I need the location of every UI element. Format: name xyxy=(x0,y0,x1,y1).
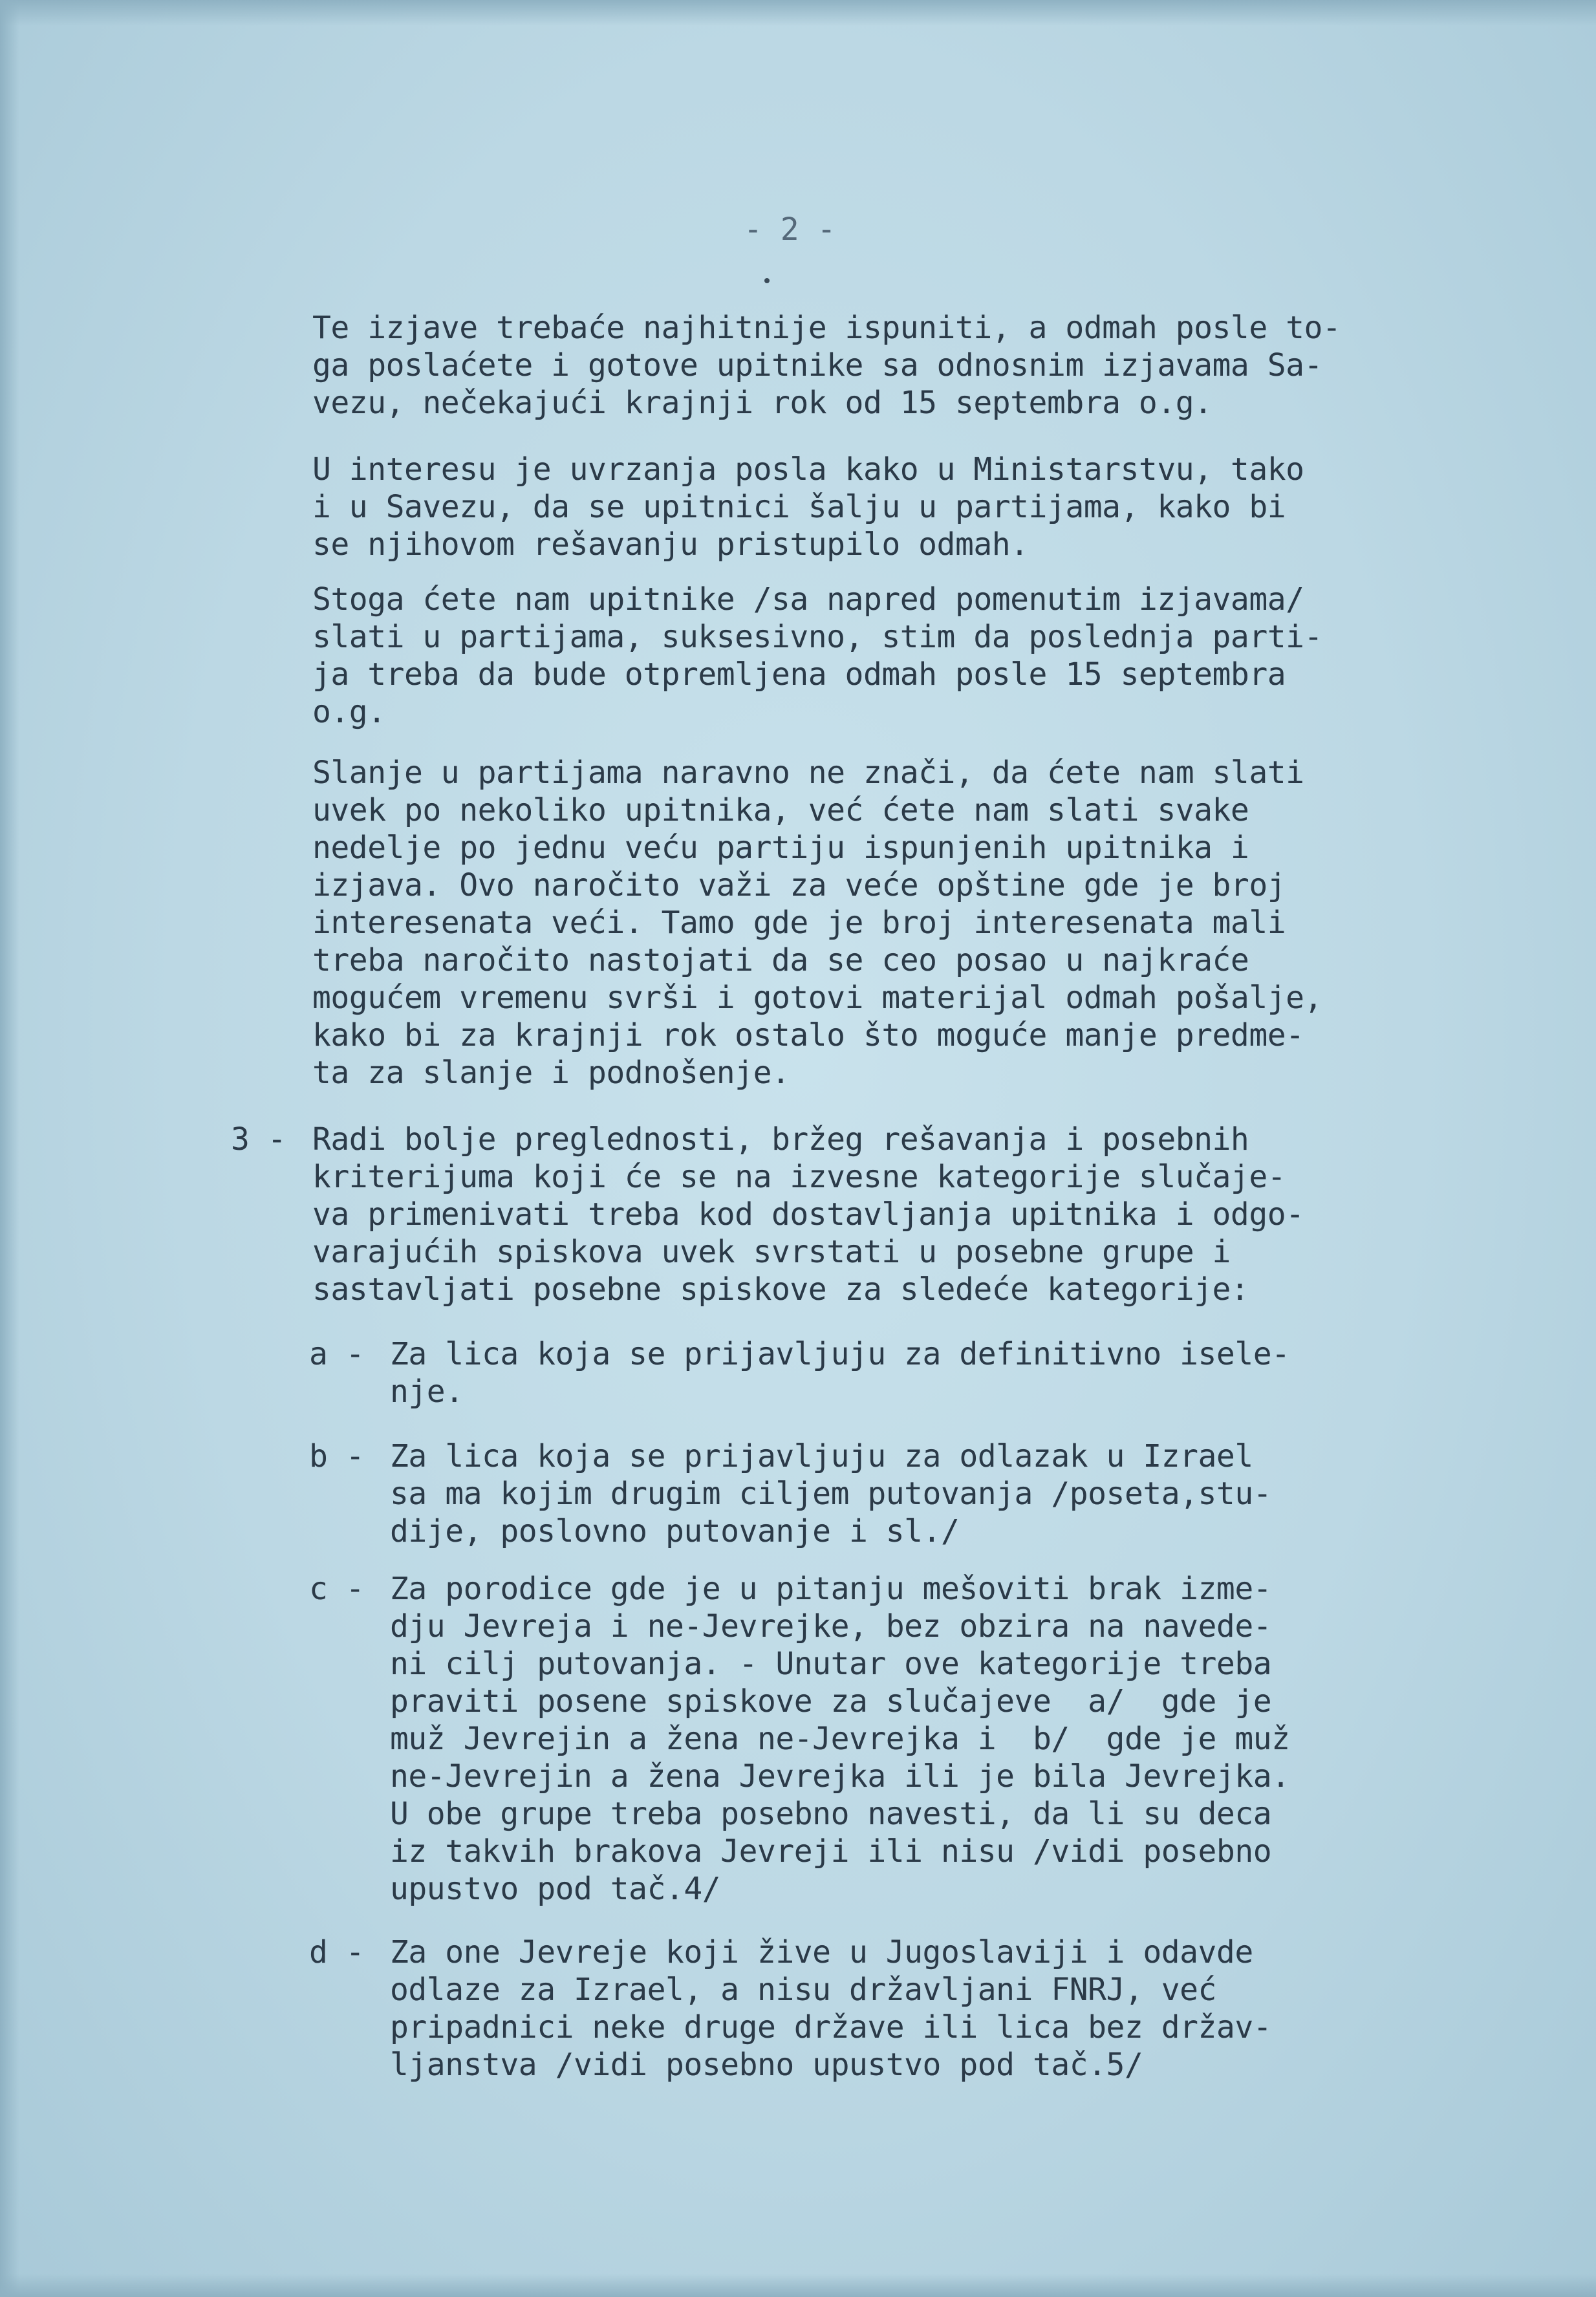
list-item-marker-b: b - xyxy=(309,1438,365,1474)
list-item-marker-d: d - xyxy=(309,1934,365,1970)
paragraph-4: Slanje u partijama naravno ne znači, da ćete nam slati uvek po nekoliko upitnika, već ćete nam slati svake nedelje po jednu veću partiju ispunjenih upitnika i izjava. Ovo naročito važi za veće opštine gde je broj interesenata veći. Tamo gde je broj interesenata mali treba naročito nastojati da se ceo posao u najkraće mogućem vremenu svrši i gotovi materijal odmah pošalje, kako bi za krajnji rok ostalo što moguće manje predme- ta za slanje i podnošenje. xyxy=(312,755,1322,1091)
page-number: - 2 - xyxy=(744,211,836,248)
section-number: 3 - xyxy=(231,1121,286,1158)
paragraph-2: U interesu je uvrzanja posla kako u Ministarstvu, tako i u Savezu, da se upitnici šalju u partijama, kako bi se njihovom rešavanju pristupilo odmah. xyxy=(312,451,1304,563)
ink-speck xyxy=(764,278,770,283)
paragraph-1: Te izjave trebaće najhitnije ispuniti, a odmah posle to- ga poslaćete i gotove upitnike sa odnosnim izjavama Sa- vezu, nečekajući krajnji rok od 15 septembra o.g. xyxy=(312,310,1341,421)
list-item-marker-a: a - xyxy=(309,1336,365,1372)
section-3-intro: Radi bolje preglednosti, bržeg rešavanja i posebnih kriterijuma koji će se na izvesne kategorije slučaje- va primenivati treba kod dostavljanja upitnika i odgo- varajućih spiskova uvek svrstati u posebne grupe i sastavljati posebne spiskove za sledeće kategorije: xyxy=(312,1121,1304,1308)
paragraph-3: Stoga ćete nam upitnike /sa napred pomenutim izjavama/ slati u partijama, suksesivno, stim da poslednja parti- ja treba da bude otpremljena odmah posle 15 septembra o.g. xyxy=(312,581,1322,730)
list-item-a: Za lica koja se prijavljuju za definitivno isele- nje. xyxy=(390,1336,1290,1410)
list-item-d: Za one Jevreje koji žive u Jugoslaviji i odavde odlaze za Izrael, a nisu državljani FNRJ, već pripadnici neke druge države ili lica bez držav- ljanstva /vidi posebno upustvo pod tač.5/ xyxy=(390,1934,1272,2083)
page-edge-shadow-left xyxy=(0,0,19,2297)
list-item-marker-c: c - xyxy=(309,1571,365,1607)
list-item-b: Za lica koja se prijavljuju za odlazak u Izrael sa ma kojim drugim ciljem putovanja /poseta,stu- dije, poslovno putovanje i sl./ xyxy=(390,1438,1272,1549)
page-edge-shadow-top xyxy=(0,0,1596,26)
page-edge-shadow-bottom xyxy=(0,2274,1596,2297)
list-item-c: Za porodice gde je u pitanju mešoviti brak izme- dju Jevreja i ne-Jevrejke, bez obzira na navede- ni cilj putovanja. - Unutar ove kategorije treba praviti posene spiskove za slučajeve a/ gde je muž Jevrejin a žena ne-Jevrejka i b/ gde je muž ne-Jevrejin a žena Jevrejka ili je bila Jevrejka. U obe grupe treba posebno navesti, da li su deca iz takvih brakova Jevreji ili nisu /vidi posebno upustvo pod tač.4/ xyxy=(390,1571,1290,1907)
